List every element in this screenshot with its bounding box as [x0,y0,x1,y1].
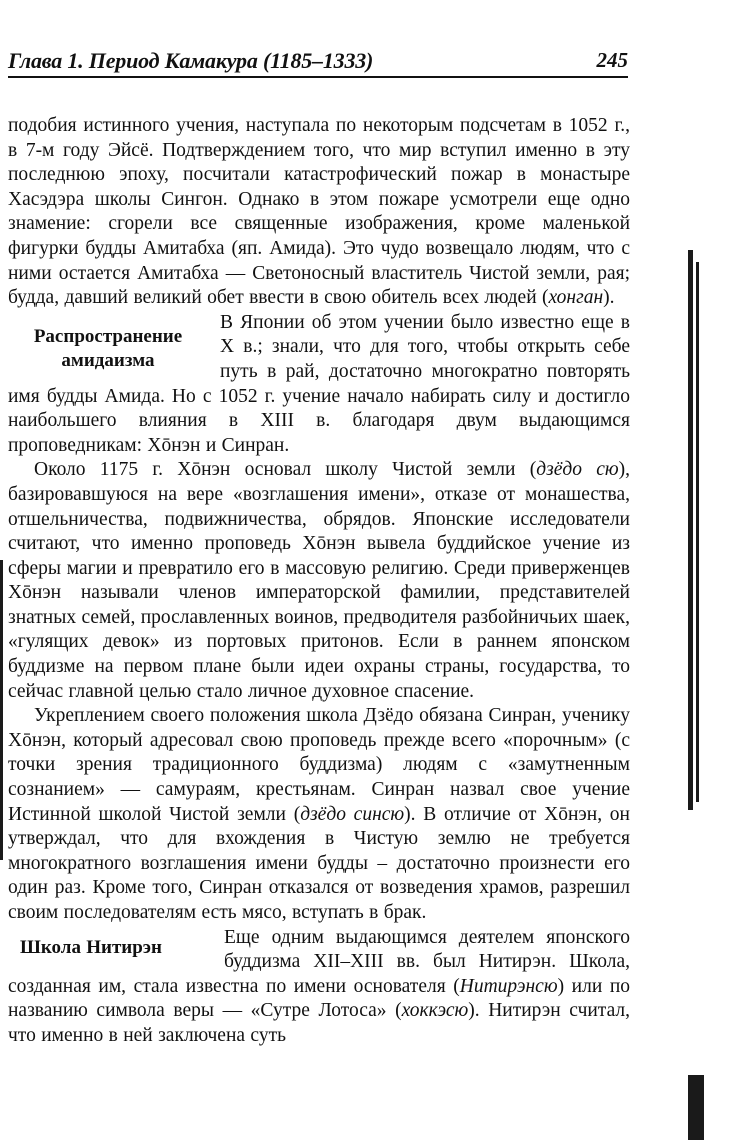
paragraph-3: Около 1175 г. Хōнэн основал школу Чистой земли (дзёдо сю), базировавшуюся на вере «возглашения имени», отказе от монашества, отшельничества, подвижничества, обрядов. Японские исследователи считают, что именно проповедь Хōнэн вывела буддийское учение из сферы магии и превратило его в массовую религию. Среди приверженцев Хōнэн называли членов императорской фамилии, представителей знатных семей, прославленных воинов, предводителя разбойничьих шаек, «гулящих девок» из портовых притонов. Если в раннем японском буддизме на первом плане были идеи охраны страны, государства, то сейчас главной целью стало личное духовное спасение. [8,459,630,702]
paragraph-5: Школа Нитирэн Еще одним выдающимся деятелем японского буддизма XII–XIII вв. был Нитирэн. Школа, созданная им, стала известна по имени основателя (Нитирэнсю) или по названию символа веры — «Сутре Лотоса» (хоккэсю). Нитирэн считал, что именно в ней заключена суть [8,926,631,1046]
scan-mark-bottom [688,1075,704,1140]
term-jodo-shu: дзёдо сю [536,459,619,481]
side-heading-amidism: Распространение амидаизма [33,325,183,371]
term-nichirenshu: Нитирэнсю [459,975,558,997]
page-header [8,46,628,78]
running-title: Глава 1. Период Камакура (1185–1333) [8,48,374,73]
header-rule [8,76,628,78]
paragraph-2: Распространение амидаизма В Японии об этом учении было известно еще в X в.; знали, что для того, чтобы открыть себе путь в рай, достаточно многократно повторять имя будды Амида. Но с 1052 г. учение начало набирать силу и достигло наибольшего влияния в XIII в. благодаря двум выдающимся проповедникам: Хōнэн и Синран. [8,311,630,456]
scan-mark-top [688,250,693,810]
body-text [8,114,630,1049]
paragraph-4: Укреплением своего положения школа Дзёдо обязана Синран, ученику Хōнэн, который адресовал свою проповедь прежде всего «порочным» (с точки зрения традиционного буддизма) людям с «замутненным сознанием» — самураям, крестьянам. Синран назвал свое учение Истинной школой Чистой земли (дзёдо синсю). В отличие от Хōнэн, он утверждал, что для вхождения в Чистую землю не требуется многократного возглашения имени будды – достаточно произнести его один раз. Кроме того, Синран отказался от возведения храмов, разрешил своим последователям есть мясо, вступать в брак. [8,705,630,923]
term-hokkeshu: хоккэсю [401,1000,469,1022]
paragraph-1: подобия истинного учения, наступала по некоторым подсчетам в 1052 г., в 7-м году Эйсё. Подтверждением того, что мир вступил именно в эту последнюю эпоху, посчитали катастрофический пожар в монастыре Хасэдэра школы Сингон. Однако в этом пожаре усмотрели еще одно знамение: сгорели все священные изображения, кроме маленькой фигурки будды Амитабха (яп. Амида). Это чудо возвещало людям, что с ними остается Амитабха — Светоносный властитель Чистой земли, рая; будда, давший великий обет ввести в свою обитель всех людей (хонган). [8,115,630,309]
scan-mark-left [0,560,3,860]
page-number: 245 [596,48,628,72]
term-jodo-shinshu: дзёдо синсю [300,803,405,825]
scan-mark-top-2 [696,262,699,802]
term-hongan: хонган [548,287,604,309]
side-heading-nichiren: Школа Нитирэн [20,936,162,958]
